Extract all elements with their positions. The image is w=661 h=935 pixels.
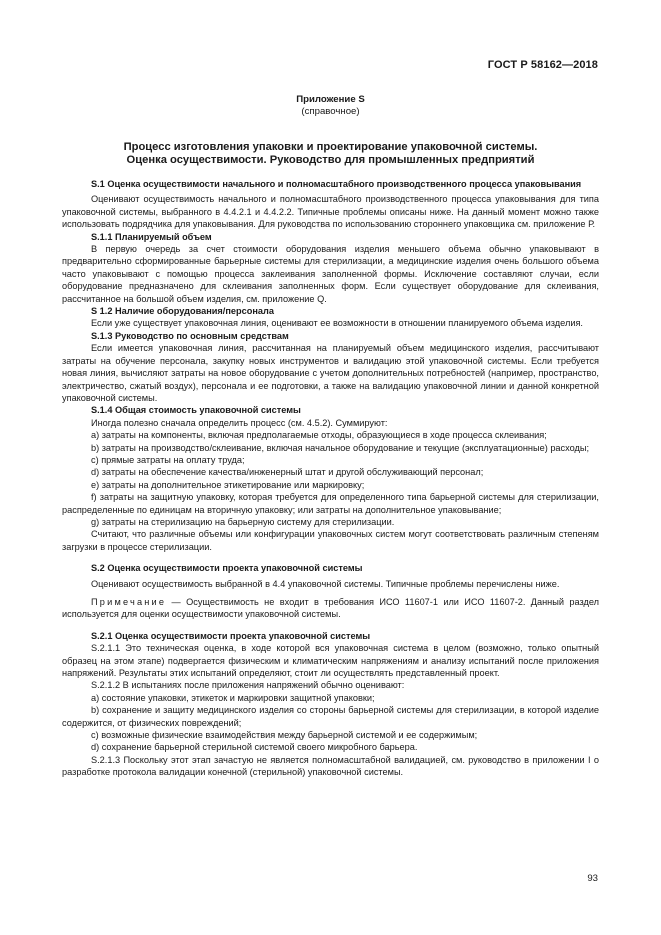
section-s2-intro: Оценивают осуществимость выбранной в 4.4 упаковочной системы. Типичные проблемы перечислены ниже. xyxy=(91,578,560,589)
list-item: g) затраты на стерилизацию на барьерную систему для стерилизации. xyxy=(91,516,395,527)
list-item: f) затраты на защитную упаковку, которая требуется для определенного типа барьерной системы для стерилизации, распределенные по единицам на вторичную упаковку; или затраты на дополнительное упаковывание; xyxy=(62,492,599,515)
section-s1-intro: Оценивают осуществимость начального и полномасштабного производственного процесса упаковывания для типа упаковочной системы, выбранного в 4.4.2.1 и 4.4.2.2. Типичные проблемы описаны ниже. На данный момент можно также использовать подрядчика для упаковывания. Для руководства по использованию стороннего упаковщика см. приложение Р. xyxy=(62,194,599,230)
section-s111-heading: S.1.1 Планируемый объем xyxy=(91,231,212,242)
list-item: b) затраты на производство/склеивание, включая начальное оборудование и текущие (эксплуатационные) расходы; xyxy=(91,442,590,453)
body-text xyxy=(62,178,599,779)
section-s113-heading: S.1.3 Руководство по основным средствам xyxy=(91,330,289,341)
main-title xyxy=(62,141,599,168)
section-s113-text: Если имеется упаковочная линия, рассчитанная на планируемый объем медицинского изделия, рассчитывают затраты на обучение персонала, закупку новых инструментов и валидацию этой упаковочной системы. Если требуется новая линия, вычисляют затраты на новое оборудование с учетом дополнительных потребностей (например, пространство, электричество, сжатый воздух), персонала и ее подготовки, а также на валидацию упаковочной линии и данной конкретной упаковочной системы. xyxy=(62,343,599,403)
list-item: c) прямые затраты на оплату труда; xyxy=(91,454,245,465)
standard-number: ГОСТ Р 58162—2018 xyxy=(487,59,598,71)
main-title-line-1: Процесс изготовления упаковки и проектирование упаковочной системы. xyxy=(123,141,538,153)
section-s111-text: В первую очередь за счет стоимости оборудования изделия меньшего объема обычно упаковывают в предварительно сформированные барьерные системы для стерилизации, а медицинские изделия очень большого объема часто упаковывают с помощью процесса заклеивания заполненной формы. Исключение составляют случаи, если оборудование предназначено для склеивания заполненных форм. Если существует оборудование для склеивания, рассчитанное на большой объем изделия, см. приложение Q. xyxy=(62,244,599,304)
page-number: 93 xyxy=(587,873,598,884)
list-item: b) сохранение и защиту медицинского изделия со стороны барьерной системы для стерилизации, в которой изделие содержится, от физических повреждений; xyxy=(62,705,599,728)
section-s21-heading: S.2.1 Оценка осуществимости проекта упаковочной системы xyxy=(91,630,371,641)
list-item: d) затраты на обеспечение качества/инженерный штат и другой обслуживающий персонал; xyxy=(91,467,484,478)
section-s114-closing: Считают, что различные объемы или конфигурации упаковочных систем могут соответствовать различным степеням загрузки в процессе стерилизации. xyxy=(62,529,599,552)
appendix-title: Приложение S xyxy=(296,94,365,105)
section-s12-heading: S 1.2 Наличие оборудования/персонала xyxy=(91,306,274,317)
section-s212-text: S.2.1.2 В испытаниях после приложения напряжений обычно оценивают: xyxy=(91,680,405,691)
appendix-subtitle: (справочное) xyxy=(301,106,360,117)
list-item: a) состояние упаковки, этикеток и маркировки защитной упаковки; xyxy=(91,692,375,703)
list-item: a) затраты на компоненты, включая предполагаемые отходы, образующиеся в ходе процесса склеивания; xyxy=(91,430,547,441)
note-label: Примечание xyxy=(91,597,167,607)
section-s213-text: S.2.1.3 Поскольку этот этап зачастую не является полномасштабной валидацией, см. руководство в приложении I о разработке протокола валидации конечной (стерильной) упаковочной системы. xyxy=(62,754,599,778)
main-title-line-2: Оценка осуществимости. Руководство для промышленных предприятий xyxy=(126,154,535,167)
section-s211-text: S.2.1.1 Это техническая оценка, в ходе которой вся упаковочная система в целом (возможно, только опытный образец на этом этапе) подвергается физическим и климатическим напряжениям и анализу испытаний после приложения напряжений. Результаты этих испытаний определяют, стоит ли осуществлять представленный проект. xyxy=(62,643,599,679)
section-s114-text: Иногда полезно сначала определить процесс (см. 4.5.2). Суммируют: xyxy=(91,417,388,428)
note xyxy=(62,596,599,621)
section-s12-text: Если уже существует упаковочная линия, оценивают ее возможности в отношении планируемого объема изделия. xyxy=(91,318,583,329)
note-text: — Осуществимость не входит в требования ИСО 11607-1 или ИСО 11607-2. Данный раздел используется для оценки осуществимости упаковочной системы. xyxy=(62,597,599,620)
list-item: e) затраты на дополнительное этикетирование или маркировку; xyxy=(91,479,365,490)
section-s2-heading: S.2 Оценка осуществимости проекта упаковочной системы xyxy=(91,563,363,574)
section-s1-heading: S.1 Оценка осуществимости начального и полномасштабного производственного процесса упаковывания xyxy=(91,179,582,189)
list-item: d) сохранение барьерной стерильной системой своего микробного барьера. xyxy=(91,742,418,753)
list-item: c) возможные физические взаимодействия между барьерной системой и ее содержимым; xyxy=(91,730,478,741)
section-s114-heading: S.1.4 Общая стоимость упаковочной системы xyxy=(91,405,301,416)
